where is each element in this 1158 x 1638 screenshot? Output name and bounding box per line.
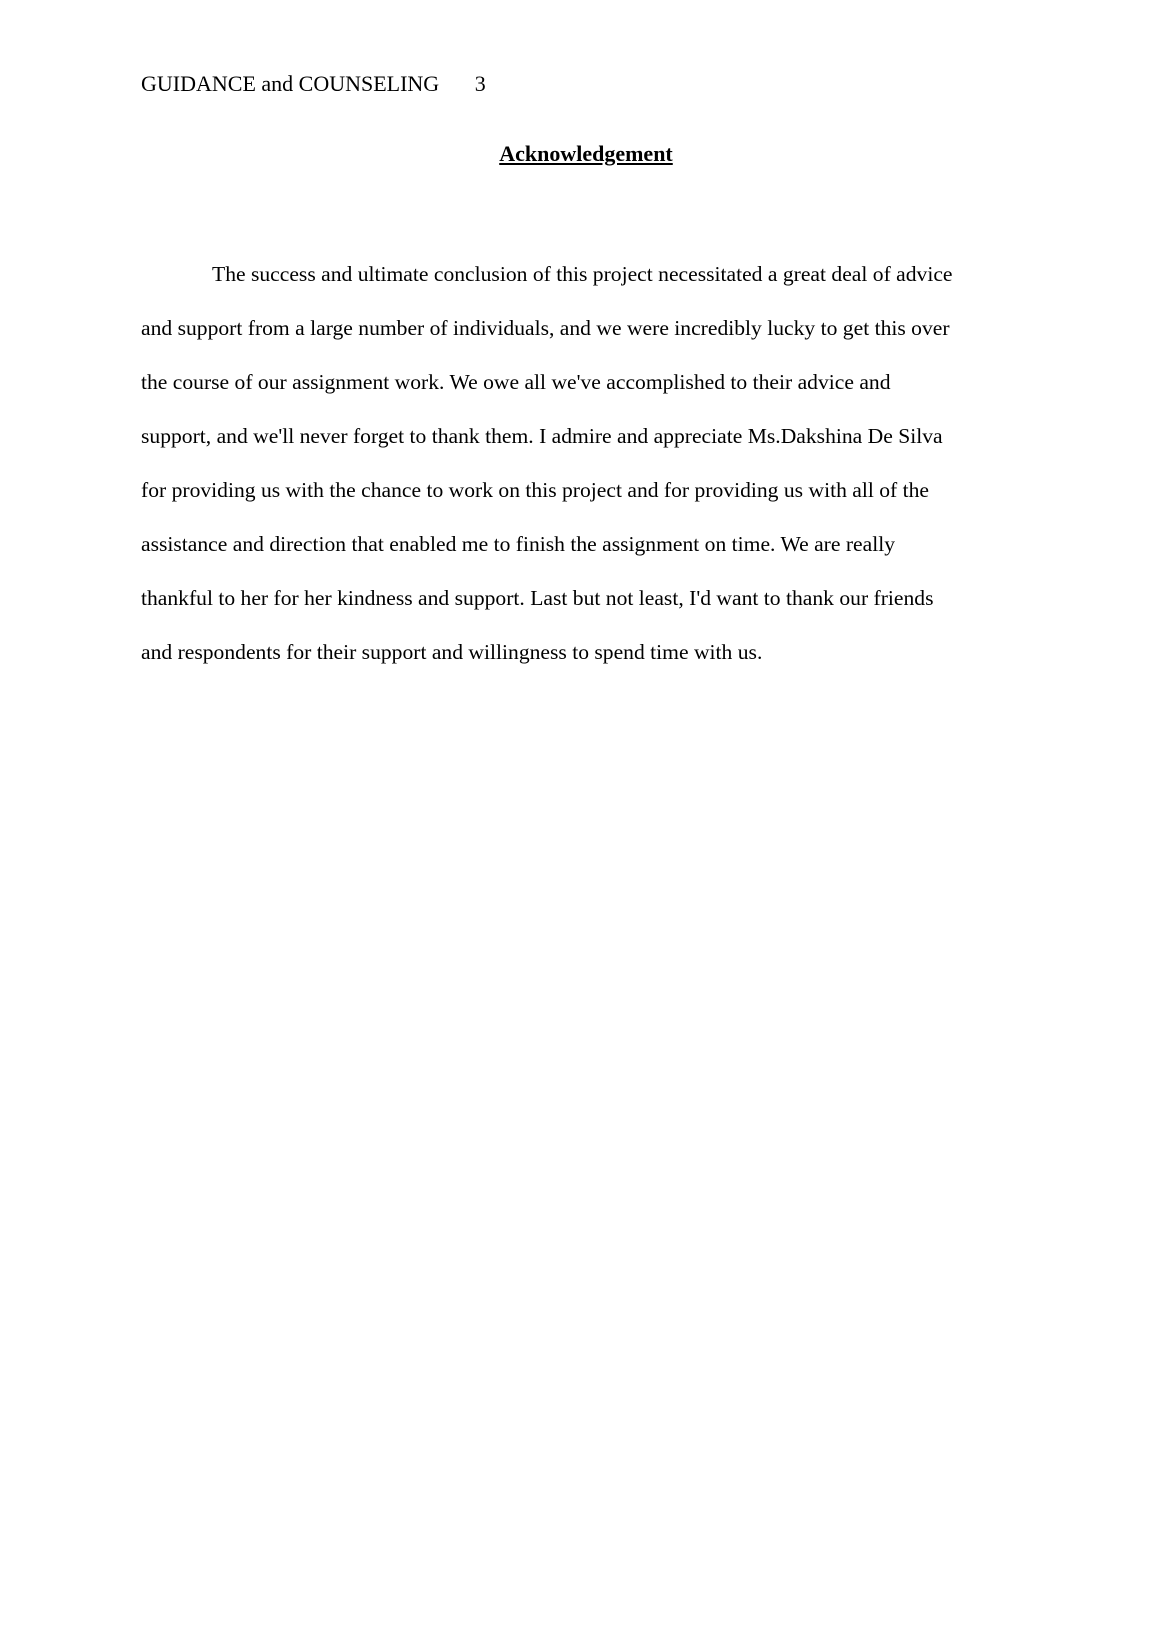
paragraph-line: assistance and direction that enabled me to finish the assignment on time. We are really [141,532,896,556]
section-heading: Acknowledgement [499,141,673,166]
paragraph-line: The success and ultimate conclusion of this project necessitated a great deal of advice [212,262,953,286]
page-number: 3 [474,71,486,96]
paragraph-line: thankful to her for her kindness and support. Last but not least, I'd want to thank our friends [141,586,934,610]
paragraph-line: and respondents for their support and willingness to spend time with us. [141,640,763,664]
running-head [141,68,486,100]
paragraph-line: the course of our assignment work. We owe all we've accomplished to their advice and [141,370,891,394]
acknowledgement-paragraph [141,247,1021,679]
paragraph-line: support, and we'll never forget to thank them. I admire and appreciate Ms.Dakshina De Silva [141,424,943,448]
paragraph-line: for providing us with the chance to work on this project and for providing us with all of the [141,478,930,502]
paragraph-line: and support from a large number of individuals, and we were incredibly lucky to get this over [141,316,950,340]
running-head-title: GUIDANCE and COUNSELING [141,71,440,96]
